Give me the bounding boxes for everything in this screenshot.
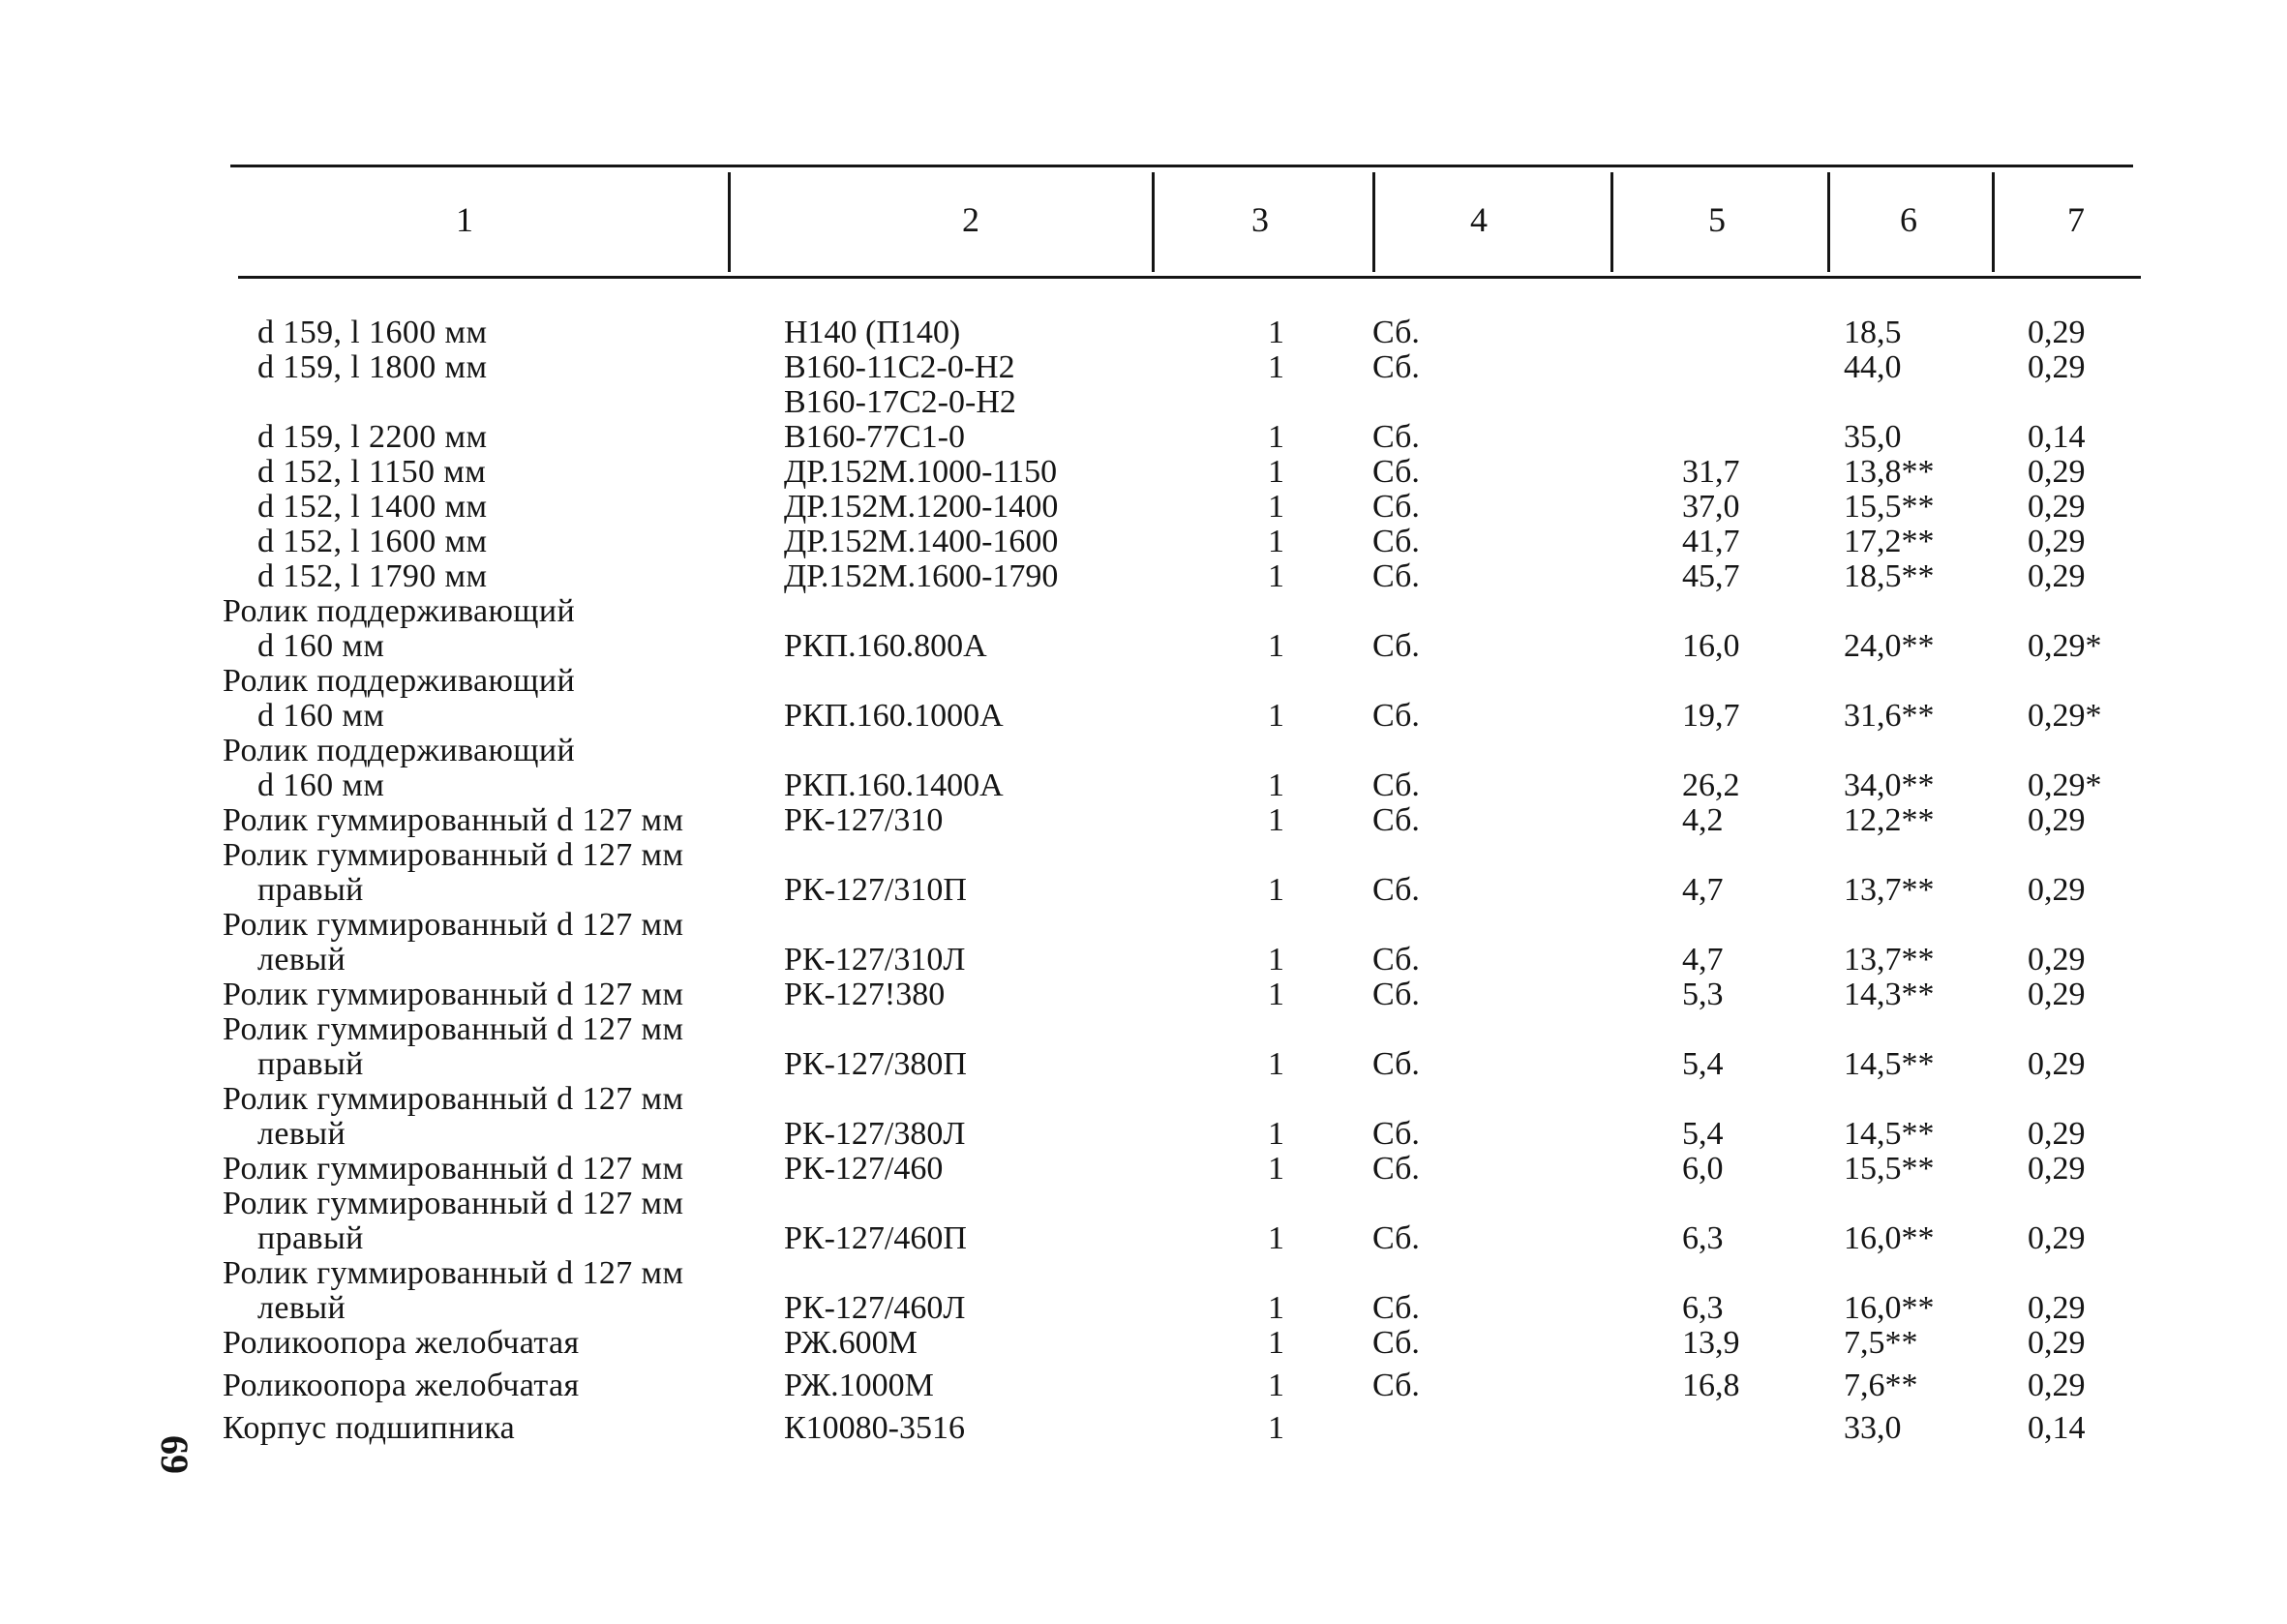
column-separator [1372, 172, 1375, 272]
cell-designation-line: РК-127/310П [784, 872, 967, 908]
cell-designation-line: В160-11С2-0-Н2 [784, 349, 1015, 385]
cell-c6: 13,8** [1844, 454, 1935, 490]
cell-description-line: Ролик гуммированный d 127 мм [223, 1011, 684, 1047]
cell-description [223, 1411, 765, 1446]
cell-c6: 44,0 [1844, 349, 1902, 385]
table-row [0, 1411, 2287, 1446]
page-number: 69 [153, 1435, 196, 1474]
cell-c6: 18,5** [1844, 558, 1935, 594]
cell-c6: 15,5** [1844, 489, 1935, 525]
cell-c7: 0,29 [2028, 1151, 2086, 1187]
cell-c5: 6,3 [1682, 1220, 1724, 1256]
table-header-rule [238, 276, 2141, 279]
cell-c3: 1 [1268, 524, 1284, 559]
table-row [0, 490, 2287, 525]
cell-c4: Сб. [1372, 1368, 1420, 1403]
cell-designation [784, 525, 1058, 559]
cell-c6: 16,0** [1844, 1290, 1935, 1326]
cell-c4: Сб. [1372, 628, 1420, 664]
cell-c5: 5,4 [1682, 1116, 1724, 1152]
cell-description-line: Ролик поддерживающий [223, 733, 576, 768]
cell-c6: 14,3** [1844, 977, 1935, 1012]
column-header-4: 4 [1470, 200, 1488, 239]
cell-description-line: левый [257, 1290, 346, 1326]
cell-c3: 1 [1268, 315, 1284, 350]
cell-description-line: левый [257, 1116, 346, 1152]
cell-designation-line: РКП.160.800А [784, 628, 987, 664]
cell-designation-line: РК-127/460П [784, 1220, 967, 1256]
cell-description-line: левый [257, 942, 346, 977]
cell-c3: 1 [1268, 1046, 1284, 1082]
cell-c6: 15,5** [1844, 1151, 1935, 1187]
cell-description [223, 1082, 765, 1152]
cell-description-line: правый [257, 1220, 364, 1256]
table-row [0, 803, 2287, 838]
cell-c7: 0,29 [2028, 802, 2086, 838]
column-header-5: 5 [1708, 200, 1726, 239]
cell-c4: Сб. [1372, 1116, 1420, 1152]
cell-designation [784, 455, 1057, 490]
cell-c6: 24,0** [1844, 628, 1935, 664]
cell-c5: 4,7 [1682, 872, 1724, 908]
cell-description [223, 594, 765, 664]
cell-description-line: Ролик гуммированный d 127 мм [223, 802, 684, 838]
cell-description [223, 1152, 765, 1187]
cell-c5: 45,7 [1682, 558, 1740, 594]
cell-designation [784, 1291, 965, 1326]
cell-description-line: d 159, l 1600 мм [257, 315, 488, 350]
cell-c7: 0,14 [2028, 419, 2086, 455]
cell-description-line: Ролик гуммированный d 127 мм [223, 1151, 684, 1187]
cell-description [223, 525, 765, 559]
cell-description-line: d 152, l 1150 мм [257, 454, 487, 490]
cell-c4: Сб. [1372, 454, 1420, 490]
cell-designation [784, 559, 1058, 594]
cell-designation [784, 350, 1016, 420]
cell-c5: 37,0 [1682, 489, 1740, 525]
cell-c6: 18,5 [1844, 315, 1902, 350]
cell-description-line: d 152, l 1400 мм [257, 489, 488, 525]
cell-c4: Сб. [1372, 872, 1420, 908]
cell-c4: Сб. [1372, 524, 1420, 559]
cell-c7: 0,29 [2028, 1368, 2086, 1403]
cell-designation [784, 873, 967, 908]
cell-c7: 0,29 [2028, 349, 2086, 385]
cell-description-line: Ролик гуммированный d 127 мм [223, 977, 684, 1012]
cell-c3: 1 [1268, 489, 1284, 525]
cell-c5: 31,7 [1682, 454, 1740, 490]
cell-c6: 16,0** [1844, 1220, 1935, 1256]
table-row [0, 1256, 2287, 1326]
cell-designation-line: РК-127/310 [784, 802, 944, 838]
cell-c3: 1 [1268, 1325, 1284, 1361]
cell-description-line: Ролик гуммированный d 127 мм [223, 1255, 684, 1291]
cell-designation [784, 629, 987, 664]
table-row [0, 664, 2287, 734]
cell-designation-line: РК-127/380Л [784, 1116, 966, 1152]
cell-c5: 4,2 [1682, 802, 1724, 838]
cell-designation [784, 943, 965, 977]
cell-designation-line: РК-127/310Л [784, 942, 966, 977]
cell-c4: Сб. [1372, 802, 1420, 838]
table-row [0, 838, 2287, 908]
cell-designation [784, 1152, 943, 1187]
table-row [0, 1012, 2287, 1082]
cell-designation [784, 420, 965, 455]
cell-c5: 19,7 [1682, 698, 1740, 734]
cell-c7: 0,29 [2028, 1046, 2086, 1082]
cell-c7: 0,29 [2028, 942, 2086, 977]
cell-c5: 4,7 [1682, 942, 1724, 977]
cell-c6: 14,5** [1844, 1116, 1935, 1152]
cell-c4: Сб. [1372, 315, 1420, 350]
column-header-3: 3 [1251, 200, 1269, 239]
column-separator [728, 172, 731, 272]
cell-c7: 0,29 [2028, 524, 2086, 559]
cell-designation [784, 490, 1058, 525]
cell-c6: 14,5** [1844, 1046, 1935, 1082]
cell-description [223, 1368, 765, 1403]
cell-c4: Сб. [1372, 419, 1420, 455]
cell-c3: 1 [1268, 1220, 1284, 1256]
cell-c3: 1 [1268, 767, 1284, 803]
cell-description-line: Роликоопора желобчатая [223, 1368, 580, 1403]
cell-c5: 16,8 [1682, 1368, 1740, 1403]
cell-designation [784, 977, 945, 1012]
cell-c3: 1 [1268, 698, 1284, 734]
column-separator [1827, 172, 1830, 272]
cell-c3: 1 [1268, 1290, 1284, 1326]
cell-c7: 0,29 [2028, 977, 2086, 1012]
cell-designation [784, 1047, 967, 1082]
cell-description [223, 1256, 765, 1326]
cell-description [223, 908, 765, 977]
cell-c6: 13,7** [1844, 942, 1935, 977]
cell-designation-line: К10080-3516 [784, 1410, 965, 1446]
table-row [0, 1326, 2287, 1361]
table-row [0, 316, 2287, 350]
cell-c3: 1 [1268, 872, 1284, 908]
cell-description [223, 350, 765, 385]
cell-c5: 5,3 [1682, 977, 1724, 1012]
cell-designation [784, 1411, 965, 1446]
cell-designation [784, 768, 1004, 803]
cell-description [223, 1012, 765, 1082]
cell-designation [784, 1326, 918, 1361]
table-row [0, 594, 2287, 664]
table-row [0, 525, 2287, 559]
cell-description [223, 1187, 765, 1256]
cell-c7: 0,14 [2028, 1410, 2086, 1446]
cell-description-line: Ролик гуммированный d 127 мм [223, 1186, 684, 1221]
cell-description-line: d 159, l 2200 мм [257, 419, 488, 455]
cell-designation-line: ДР.152М.1400-1600 [784, 524, 1059, 559]
column-header-7: 7 [2067, 200, 2085, 239]
cell-c3: 1 [1268, 419, 1284, 455]
cell-c6: 31,6** [1844, 698, 1935, 734]
column-separator [1992, 172, 1995, 272]
cell-c6: 17,2** [1844, 524, 1935, 559]
table-row [0, 1152, 2287, 1187]
cell-c4: Сб. [1372, 1046, 1420, 1082]
cell-c6: 33,0 [1844, 1410, 1902, 1446]
cell-c4: Сб. [1372, 1290, 1420, 1326]
table-row [0, 559, 2287, 594]
cell-description [223, 803, 765, 838]
cell-c6: 7,5** [1844, 1325, 1918, 1361]
cell-c3: 1 [1268, 942, 1284, 977]
cell-description-line: Роликоопора желобчатая [223, 1325, 580, 1361]
cell-c4: Сб. [1372, 698, 1420, 734]
table-row [0, 1187, 2287, 1256]
cell-description [223, 420, 765, 455]
cell-description-line: правый [257, 872, 364, 908]
cell-c7: 0,29 [2028, 454, 2086, 490]
cell-c7: 0,29 [2028, 1116, 2086, 1152]
cell-designation-line: В160-17С2-0-Н2 [784, 384, 1016, 420]
cell-description [223, 734, 765, 803]
cell-c6: 34,0** [1844, 767, 1935, 803]
cell-c5: 5,4 [1682, 1046, 1724, 1082]
cell-c6: 35,0 [1844, 419, 1902, 455]
cell-description-line: d 160 мм [257, 698, 385, 734]
cell-c3: 1 [1268, 1368, 1284, 1403]
cell-description-line: Корпус подшипника [223, 1410, 516, 1446]
cell-description-line: Ролик поддерживающий [223, 663, 576, 699]
cell-c4: Сб. [1372, 349, 1420, 385]
cell-description-line: d 152, l 1790 мм [257, 558, 488, 594]
cell-description-line: Ролик гуммированный d 127 мм [223, 907, 684, 943]
cell-c3: 1 [1268, 1116, 1284, 1152]
cell-c5: 26,2 [1682, 767, 1740, 803]
cell-description-line: d 160 мм [257, 767, 385, 803]
cell-description [223, 490, 765, 525]
cell-c4: Сб. [1372, 1220, 1420, 1256]
cell-c7: 0,29* [2028, 628, 2102, 664]
table-row [0, 977, 2287, 1012]
cell-c3: 1 [1268, 802, 1284, 838]
cell-c3: 1 [1268, 1151, 1284, 1187]
cell-c7: 0,29* [2028, 698, 2102, 734]
cell-c4: Сб. [1372, 1325, 1420, 1361]
cell-description-line: d 159, l 1800 мм [257, 349, 488, 385]
table-row [0, 455, 2287, 490]
cell-designation-line: ДР.152М.1200-1400 [784, 489, 1059, 525]
cell-description [223, 455, 765, 490]
cell-designation-line: Н140 (П140) [784, 315, 961, 350]
cell-description [223, 838, 765, 908]
cell-designation-line: РЖ.1000М [784, 1368, 934, 1403]
cell-c3: 1 [1268, 1410, 1284, 1446]
cell-c6: 12,2** [1844, 802, 1935, 838]
table-row [0, 1368, 2287, 1403]
column-separator [1152, 172, 1155, 272]
cell-description-line: d 152, l 1600 мм [257, 524, 488, 559]
cell-designation [784, 1117, 965, 1152]
cell-description [223, 1326, 765, 1361]
cell-c5: 13,9 [1682, 1325, 1740, 1361]
cell-c3: 1 [1268, 454, 1284, 490]
cell-designation-line: ДР.152М.1000-1150 [784, 454, 1058, 490]
cell-description-line: правый [257, 1046, 364, 1082]
cell-c4: Сб. [1372, 1151, 1420, 1187]
cell-c7: 0,29 [2028, 1325, 2086, 1361]
cell-description-line: Ролик гуммированный d 127 мм [223, 837, 684, 873]
cell-c6: 13,7** [1844, 872, 1935, 908]
cell-description [223, 316, 765, 350]
cell-designation-line: РК-127/380П [784, 1046, 967, 1082]
column-header-1: 1 [456, 200, 473, 239]
cell-designation [784, 1221, 967, 1256]
table-row [0, 734, 2287, 803]
cell-c3: 1 [1268, 349, 1284, 385]
column-header-2: 2 [962, 200, 979, 239]
cell-designation-line: РКП.160.1400А [784, 767, 1004, 803]
cell-designation-line: РК-127!380 [784, 977, 946, 1012]
cell-designation [784, 1368, 934, 1403]
cell-description-line: d 160 мм [257, 628, 385, 664]
cell-c4: Сб. [1372, 942, 1420, 977]
cell-description [223, 977, 765, 1012]
column-header-6: 6 [1900, 200, 1917, 239]
cell-designation [784, 699, 1004, 734]
cell-c5: 6,3 [1682, 1290, 1724, 1326]
cell-c3: 1 [1268, 558, 1284, 594]
cell-c5: 16,0 [1682, 628, 1740, 664]
cell-designation [784, 316, 960, 350]
cell-c7: 0,29 [2028, 872, 2086, 908]
table-top-rule [230, 165, 2133, 167]
cell-designation-line: РК-127/460Л [784, 1290, 966, 1326]
cell-description [223, 559, 765, 594]
cell-designation-line: ДР.152М.1600-1790 [784, 558, 1059, 594]
table-row [0, 420, 2287, 455]
cell-c7: 0,29 [2028, 1220, 2086, 1256]
cell-designation-line: В160-77С1-0 [784, 419, 965, 455]
cell-designation [784, 803, 943, 838]
cell-c5: 41,7 [1682, 524, 1740, 559]
cell-c3: 1 [1268, 977, 1284, 1012]
table-row [0, 350, 2287, 420]
cell-description-line: Ролик гуммированный d 127 мм [223, 1081, 684, 1117]
cell-c4: Сб. [1372, 977, 1420, 1012]
cell-description-line: Ролик поддерживающий [223, 593, 576, 629]
table-row [0, 908, 2287, 977]
table-row [0, 1082, 2287, 1152]
cell-description [223, 664, 765, 734]
cell-c7: 0,29 [2028, 558, 2086, 594]
cell-c7: 0,29 [2028, 489, 2086, 525]
cell-c4: Сб. [1372, 489, 1420, 525]
cell-c3: 1 [1268, 628, 1284, 664]
cell-designation-line: РЖ.600М [784, 1325, 918, 1361]
cell-designation-line: РК-127/460 [784, 1151, 944, 1187]
cell-c7: 0,29 [2028, 1290, 2086, 1326]
cell-c4: Сб. [1372, 767, 1420, 803]
cell-c6: 7,6** [1844, 1368, 1918, 1403]
cell-c7: 0,29 [2028, 315, 2086, 350]
cell-c4: Сб. [1372, 558, 1420, 594]
column-separator [1610, 172, 1613, 272]
cell-designation-line: РКП.160.1000А [784, 698, 1004, 734]
cell-c5: 6,0 [1682, 1151, 1724, 1187]
cell-c7: 0,29* [2028, 767, 2102, 803]
